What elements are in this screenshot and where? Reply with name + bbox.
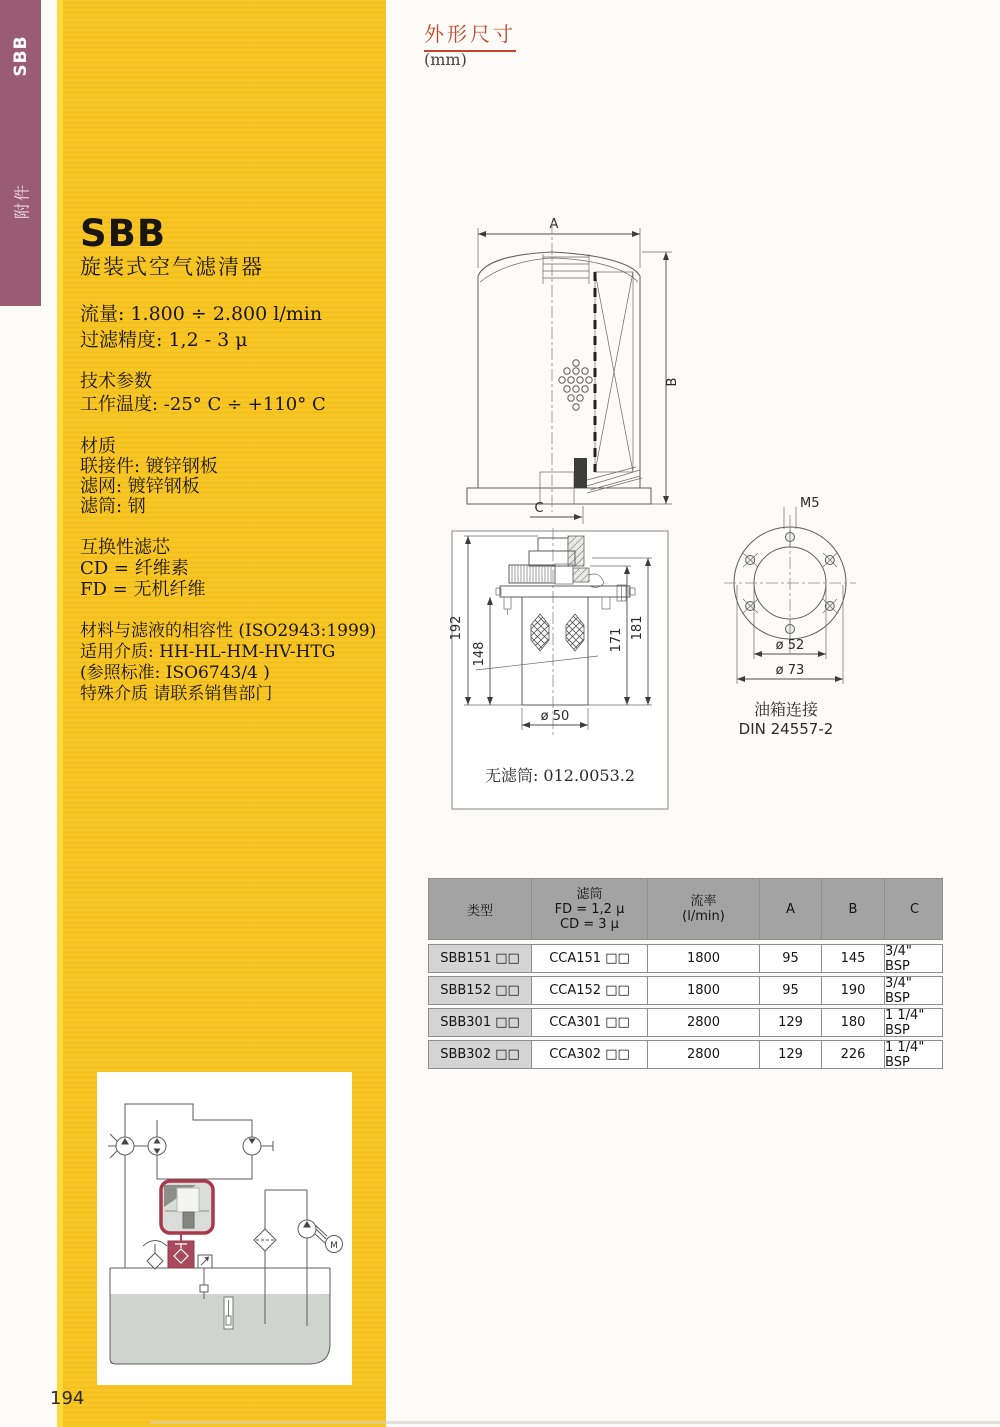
din-standard-caption: DIN 24557-2 bbox=[738, 720, 834, 738]
tech-heading: 技术参数 bbox=[80, 371, 152, 392]
cell-b: 226 bbox=[822, 1041, 885, 1068]
cell-model: SBB302 □□ bbox=[429, 1041, 532, 1068]
table-row bbox=[428, 1008, 943, 1037]
flow-line: 流量: 1.800 ÷ 2.800 l/min bbox=[80, 303, 323, 325]
dimensions-unit: (mm) bbox=[424, 50, 467, 69]
product-title: SBB bbox=[80, 212, 167, 255]
dim-73-label: ø 73 bbox=[775, 663, 805, 678]
col-header-type: 类型 bbox=[429, 879, 532, 939]
dim-a-label: A bbox=[549, 217, 559, 232]
material-block bbox=[80, 437, 380, 517]
sidebar-series-label: SBB bbox=[10, 35, 31, 77]
col-header-flow-unit: (l/min) bbox=[682, 909, 725, 924]
col-header-cartridge-cd: CD = 3 μ bbox=[560, 916, 619, 932]
cell-cartridge: CCA151 □□ bbox=[532, 945, 648, 972]
no-cartridge-caption: 无滤筒: 012.0053.2 bbox=[484, 766, 636, 785]
dim-148-label: 148 bbox=[472, 641, 487, 667]
cell-flow: 2800 bbox=[648, 1009, 760, 1036]
cell-flow: 2800 bbox=[648, 1041, 760, 1068]
temp-line: 工作温度: -25° C ÷ +110° C bbox=[80, 394, 326, 415]
dim-192-label: 192 bbox=[449, 615, 464, 641]
cell-a: 95 bbox=[760, 977, 822, 1004]
table-row bbox=[428, 944, 943, 973]
canister-dimension-drawing bbox=[440, 210, 700, 520]
air-breather-icon bbox=[143, 1241, 167, 1270]
cell-a: 129 bbox=[760, 1009, 822, 1036]
head-dimension-drawing bbox=[450, 528, 670, 812]
cell-model: SBB152 □□ bbox=[429, 977, 532, 1004]
cell-flow: 1800 bbox=[648, 977, 760, 1004]
hydraulic-motor-icon bbox=[243, 1137, 273, 1155]
tank-connection-caption: 油箱连接 bbox=[753, 700, 819, 719]
col-header-a: A bbox=[760, 879, 822, 939]
level-gauge-icon bbox=[224, 1297, 233, 1329]
flange-drawing bbox=[713, 487, 877, 747]
sidebar-category-label: 附件 bbox=[12, 182, 31, 220]
material-line: 联接件: 镀锌钢板 bbox=[80, 456, 218, 477]
cell-a: 129 bbox=[760, 1041, 822, 1068]
cell-cartridge: CCA301 □□ bbox=[532, 1009, 648, 1036]
product-subtitle: 旋装式空气滤清器 bbox=[80, 255, 264, 279]
dimensions-heading: 外形尺寸 bbox=[424, 18, 516, 52]
cartridge-block bbox=[80, 537, 380, 600]
col-header-b: B bbox=[822, 879, 885, 939]
table-row bbox=[428, 976, 943, 1005]
flow-spec-block bbox=[80, 301, 380, 353]
motor-label: M bbox=[330, 1241, 338, 1251]
cell-model: SBB301 □□ bbox=[429, 1009, 532, 1036]
pump-icon bbox=[148, 1137, 166, 1155]
pump-icon bbox=[298, 1220, 327, 1243]
perforation-holes bbox=[559, 360, 592, 410]
cell-c: 1 1/4" BSP bbox=[885, 1009, 925, 1036]
filtration-line: 过滤精度: 1,2 - 3 μ bbox=[80, 329, 248, 351]
compat-line: 适用介质: HH-HL-HM-HV-HTG bbox=[80, 642, 336, 662]
cell-cartridge: CCA152 □□ bbox=[532, 977, 648, 1004]
col-header-c: C bbox=[909, 901, 920, 917]
material-line: 滤筒: 钢 bbox=[80, 496, 146, 517]
page-number: 194 bbox=[50, 1388, 85, 1409]
compat-line: (参照标准: ISO6743/4 ) bbox=[80, 663, 270, 683]
tank-fluid bbox=[110, 1294, 330, 1364]
cell-c: 3/4" BSP bbox=[885, 945, 912, 972]
scan-artifact bbox=[150, 1421, 1000, 1424]
cell-b: 190 bbox=[822, 977, 885, 1004]
cell-a: 95 bbox=[760, 945, 822, 972]
cartridge-line: FD = 无机纤维 bbox=[80, 579, 206, 600]
pump-icon bbox=[108, 1134, 134, 1158]
cell-c: 1 1/4" BSP bbox=[885, 1041, 925, 1068]
cell-c: 3/4" BSP bbox=[885, 977, 912, 1004]
material-heading: 材质 bbox=[80, 436, 116, 457]
material-line: 滤网: 镀锌钢板 bbox=[80, 476, 200, 497]
col-header-cartridge: 滤筒 bbox=[576, 886, 603, 902]
spec-table bbox=[428, 878, 943, 1072]
cell-b: 145 bbox=[822, 945, 885, 972]
compat-line: 材料与滤液的相容性 (ISO2943:1999) bbox=[80, 621, 377, 641]
return-filter-icon bbox=[254, 1229, 276, 1251]
table-row bbox=[428, 1040, 943, 1069]
cell-b: 180 bbox=[822, 1009, 885, 1036]
level-switch-icon bbox=[198, 1255, 212, 1299]
dim-c-label: C bbox=[534, 501, 544, 516]
product-photo-callout bbox=[161, 1181, 213, 1241]
compat-line: 特殊介质 请联系销售部门 bbox=[80, 684, 273, 704]
electric-motor-icon bbox=[326, 1236, 343, 1253]
hydraulic-circuit-panel bbox=[97, 1072, 352, 1385]
dim-b-label: B bbox=[665, 377, 680, 387]
compatibility-block bbox=[80, 621, 392, 705]
col-header-cartridge-fd: FD = 1,2 μ bbox=[554, 901, 625, 917]
table-header-row bbox=[428, 878, 943, 940]
cartridge-line: CD = 纤维素 bbox=[80, 558, 189, 579]
col-header-flow: 流率 bbox=[690, 894, 717, 909]
dim-50-label: ø 50 bbox=[540, 709, 570, 724]
cell-model: SBB151 □□ bbox=[429, 945, 532, 972]
hydraulic-circuit-diagram bbox=[97, 1072, 352, 1385]
cartridge-heading: 互换性滤芯 bbox=[80, 537, 170, 558]
cell-flow: 1800 bbox=[648, 945, 760, 972]
cell-cartridge: CCA302 □□ bbox=[532, 1041, 648, 1068]
tech-block bbox=[80, 370, 380, 416]
thread-m5-label: M5 bbox=[800, 496, 820, 511]
sidebar-tab bbox=[0, 0, 41, 306]
dim-181-label: 181 bbox=[630, 615, 645, 641]
dim-52-label: ø 52 bbox=[775, 638, 805, 653]
sbb-filter-highlight bbox=[168, 1241, 194, 1268]
dim-171-label: 171 bbox=[609, 627, 624, 653]
